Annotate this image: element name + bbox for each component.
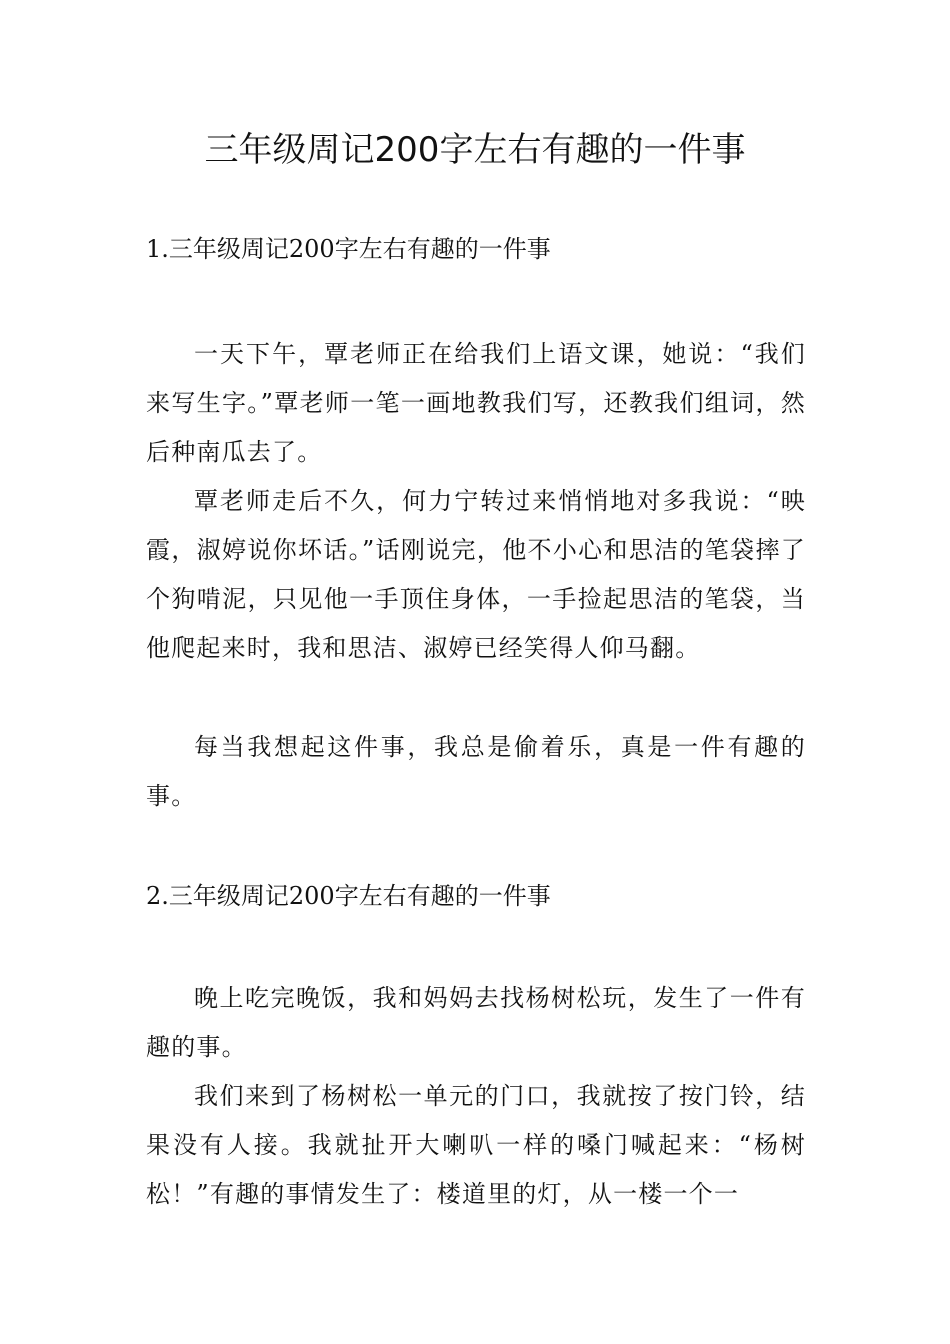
section-heading-1: 1.三年级周记200字左右有趣的一件事 (146, 235, 551, 263)
document-title: 三年级周记200字左右有趣的一件事 (204, 130, 746, 170)
paragraph: 我们来到了杨树松一单元的门口，我就按了按门铃，结果没有人接。我就扯开大喇叭一样的嗓门喊起来：“杨树松！”有趣的事情发生了：楼道里的灯，从一楼一个一 (146, 1082, 806, 1208)
paragraph: 覃老师走后不久，何力宁转过来悄悄地对多我说：“映霞，淑婷说你坏话。”话刚说完，他不小心和思洁的笔袋摔了个狗啃泥，只见他一手顶住身体，一手捡起思洁的笔袋，当他爬起来时，我和思洁、淑婷已经笑得人仰马翻。 (146, 487, 806, 662)
paragraph: 每当我想起这件事，我总是偷着乐，真是一件有趣的事。 (146, 733, 806, 810)
section-heading-2: 2.三年级周记200字左右有趣的一件事 (146, 882, 551, 910)
paragraph: 晚上吃完晚饭，我和妈妈去找杨树松玩，发生了一件有趣的事。 (146, 984, 806, 1061)
paragraph: 一天下午，覃老师正在给我们上语文课，她说：“我们来写生字。”覃老师一笔一画地教我们写，还教我们组词，然后种南瓜去了。 (146, 340, 806, 466)
